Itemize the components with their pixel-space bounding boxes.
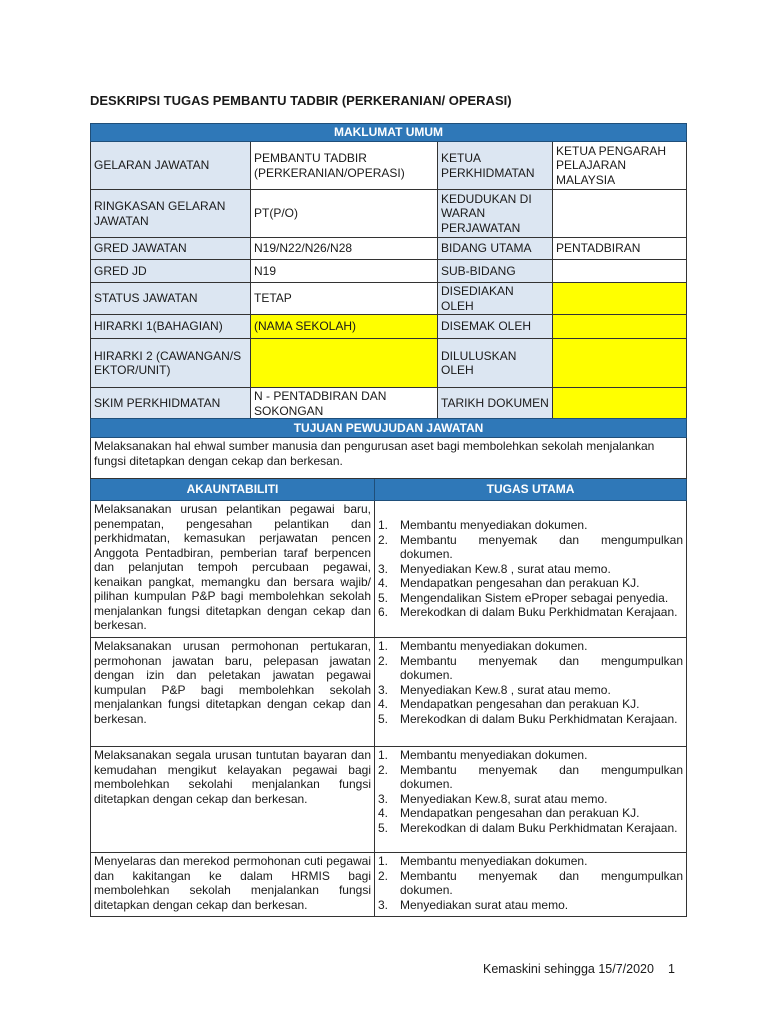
info-value: N19 — [251, 260, 438, 283]
info-label: KETUA PERKHIDMATAN — [438, 142, 553, 190]
tugas-list — [375, 747, 687, 853]
tugas-text: Menyediakan surat atau memo. — [400, 897, 569, 912]
tugas-number: 2. — [378, 868, 389, 883]
info-label: KEDUDUKAN DI WARAN PERJAWATAN — [438, 190, 553, 238]
tugas-text: Membantu menyediakan dokumen. — [400, 854, 588, 868]
tugas-item — [378, 605, 683, 620]
info-label: HIRARKI 1(BAHAGIAN) — [91, 315, 251, 339]
tugas-number: 1. — [378, 854, 389, 868]
updated-date: Kemaskini sehingga 15/7/2020 — [483, 962, 654, 976]
info-value: PENTADBIRAN — [553, 238, 687, 260]
info-value: TETAP — [251, 283, 438, 315]
tugas-item — [378, 533, 683, 562]
tugas-number: 2. — [378, 762, 389, 777]
info-label: RINGKASAN GELARAN JAWATAN — [91, 190, 251, 238]
tugas-text: Membantu menyemak dan mengumpulkan dokumen. — [400, 762, 683, 791]
info-label: HIRARKI 2 (CAWANGAN/SEKTOR/UNIT) — [91, 339, 251, 388]
tugas-text: Membantu menyemak dan mengumpulkan dokumen. — [400, 532, 683, 562]
tugas-item — [378, 712, 683, 727]
info-value — [553, 283, 687, 315]
tugas-number: 2. — [378, 532, 389, 547]
info-label: BIDANG UTAMA — [438, 238, 553, 260]
tugas-item — [378, 591, 683, 606]
tugas-number: 3. — [378, 561, 389, 576]
info-row — [91, 142, 687, 190]
tugas-text: Menyediakan Kew.8 , surat atau memo. — [400, 682, 611, 697]
tugas-text: Mendapatkan pengesahan dan perakuan KJ. — [400, 806, 640, 820]
tugas-table — [90, 418, 687, 917]
info-label: GRED JD — [91, 260, 251, 283]
info-value: N - PENTADBIRAN DAN SOKONGAN — [251, 388, 438, 420]
tugas-text: Membantu menyediakan dokumen. — [400, 748, 588, 762]
akauntabiliti-text: Menyelaras dan merekod permohonan cuti pegawai dan kakitangan ke dalam HRMIS bagi membolehkan sekolah menjalankan fungsi ditetapkan dengan cekap dan berkesan. — [91, 853, 375, 917]
tugas-number: 1. — [378, 639, 389, 653]
akauntabiliti-text: Melaksanakan urusan pelantikan pegawai baru, penempatan, pengesahan pelantikan dan perkhidmatan, kemasukan perjawatan pencen Anggota Pentadbiran, pemberian taraf berpencen dan pelanjutan tempoh percubaan pegawai, kenaikan pangkat, memangku dan bersara wajib/ pilihan kumpulan P&P bagi membolehkan sekolah menjalankan fungsi ditetapkan dengan cekap dan berkesan. — [91, 501, 375, 638]
akauntabiliti-row — [91, 638, 687, 747]
tugas-item — [378, 697, 683, 712]
akauntabiliti-header: AKAUNTABILITI — [91, 479, 375, 501]
info-value: PEMBANTU TADBIR (PERKERANIAN/OPERASI) — [251, 142, 438, 190]
info-label: GRED JAWATAN — [91, 238, 251, 260]
info-row — [91, 238, 687, 260]
tugas-number: 4. — [378, 576, 389, 591]
tugas-item — [378, 854, 683, 869]
info-label: DISEMAK OLEH — [438, 315, 553, 339]
info-row — [91, 388, 687, 420]
tugas-number: 2. — [378, 653, 389, 668]
info-label: DILULUSKAN OLEH — [438, 339, 553, 388]
info-label: SKIM PERKHIDMATAN — [91, 388, 251, 420]
info-label: DISEDIAKAN OLEH — [438, 283, 553, 315]
info-label: STATUS JAWATAN — [91, 283, 251, 315]
info-value — [251, 339, 438, 388]
tugas-text: Menyediakan Kew.8, surat atau memo. — [400, 791, 608, 806]
tugas-item — [378, 806, 683, 821]
info-value: (NAMA SEKOLAH) — [251, 315, 438, 339]
info-row — [91, 339, 687, 388]
page-footer — [483, 962, 675, 976]
tugas-number: 6. — [378, 605, 389, 620]
tugas-text: Membantu menyemak dan mengumpulkan dokumen. — [400, 653, 683, 682]
tugas-utama-list — [378, 518, 683, 620]
info-value: N19/N22/N26/N28 — [251, 238, 438, 260]
tugas-number: 5. — [378, 820, 389, 835]
page-number: 1 — [667, 962, 675, 976]
tujuan-text: Melaksanakan hal ehwal sumber manusia dan pengurusan aset bagi membolehkan sekolah menjalankan fungsi ditetapkan dengan cekap dan berkesan. — [91, 438, 687, 479]
info-value — [553, 315, 687, 339]
tugas-item — [378, 683, 683, 698]
tugas-text: Mengendalikan Sistem eProper sebagai penyedia. — [400, 590, 669, 605]
tugas-text: Merekodkan di dalam Buku Perkhidmatan Kerajaan. — [400, 820, 678, 835]
tugas-text: Mendapatkan pengesahan dan perakuan KJ. — [400, 697, 640, 711]
tugas-item — [378, 576, 683, 591]
tugas-item — [378, 763, 683, 792]
akauntabiliti-row — [91, 853, 687, 917]
tugas-item — [378, 654, 683, 683]
tugas-list — [375, 853, 687, 917]
tugas-number: 1. — [378, 518, 389, 533]
document-title: DESKRIPSI TUGAS PEMBANTU TADBIR (PERKERANIAN/ OPERASI) — [90, 93, 512, 108]
tugas-item — [378, 898, 683, 913]
tugas-number: 5. — [378, 590, 389, 605]
tugas-text: Membantu menyediakan dokumen. — [400, 518, 588, 533]
info-row — [91, 260, 687, 283]
tugas-text: Membantu menyemak dan mengumpulkan dokumen. — [400, 868, 683, 897]
tugas-number: 4. — [378, 806, 389, 820]
info-row — [91, 190, 687, 238]
tugas-number: 3. — [378, 791, 389, 806]
info-value: KETUA PENGARAH PELAJARAN MALAYSIA — [553, 142, 687, 190]
tugas-number: 1. — [378, 748, 389, 762]
tugas-utama-list — [378, 748, 683, 835]
info-value — [553, 388, 687, 420]
tugas-item — [378, 792, 683, 807]
maklumat-umum-header: MAKLUMAT UMUM — [91, 124, 687, 142]
info-value — [553, 260, 687, 283]
info-value — [553, 190, 687, 238]
akauntabiliti-text: Melaksanakan segala urusan tuntutan bayaran dan kemudahan mengikut kelayakan pegawai bagi membolehkan sekolahi menjalankan fungsi ditetapkan dengan cekap dan berkesan. — [91, 747, 375, 853]
info-row — [91, 315, 687, 339]
tugas-text: Mendapatkan pengesahan dan perakuan KJ. — [400, 576, 640, 591]
info-value: PT(P/O) — [251, 190, 438, 238]
tugas-number: 4. — [378, 697, 389, 711]
tugas-item — [378, 869, 683, 898]
tugas-item — [378, 518, 683, 533]
tugas-text: Membantu menyediakan dokumen. — [400, 639, 588, 653]
tugas-number: 3. — [378, 682, 389, 697]
tugas-list — [375, 638, 687, 747]
tugas-item — [378, 639, 683, 654]
akauntabiliti-row — [91, 501, 687, 638]
tugas-utama-header: TUGAS UTAMA — [375, 479, 687, 501]
tugas-utama-list — [378, 854, 683, 912]
info-label: SUB-BIDANG — [438, 260, 553, 283]
tujuan-header: TUJUAN PEWUJUDAN JAWATAN — [91, 419, 687, 438]
akauntabiliti-text: Melaksanakan urusan permohonan pertukaran, permohonan jawatan baru, pelepasan jawatan dengan izin dan peletakan jawatan pegawai kumpulan P&P bagi membolehkan sekolah menjalankan fungsi ditetapkan dengan cekap dan berkesan. — [91, 638, 375, 747]
tugas-text: Menyediakan Kew.8 , surat atau memo. — [400, 561, 611, 576]
info-label: GELARAN JAWATAN — [91, 142, 251, 190]
tugas-text: Merekodkan di dalam Buku Perkhidmatan Kerajaan. — [400, 711, 678, 726]
tugas-item — [378, 562, 683, 577]
tugas-number: 3. — [378, 897, 389, 912]
info-value — [553, 339, 687, 388]
tugas-item — [378, 821, 683, 836]
info-label: TARIKH DOKUMEN — [438, 388, 553, 420]
tugas-list — [375, 501, 687, 638]
tugas-number: 5. — [378, 711, 389, 726]
info-row — [91, 283, 687, 315]
tugas-item — [378, 748, 683, 763]
akauntabiliti-row — [91, 747, 687, 853]
tugas-text: Merekodkan di dalam Buku Perkhidmatan Kerajaan. — [400, 605, 678, 620]
tugas-utama-list — [378, 639, 683, 726]
maklumat-umum-table — [90, 123, 687, 420]
